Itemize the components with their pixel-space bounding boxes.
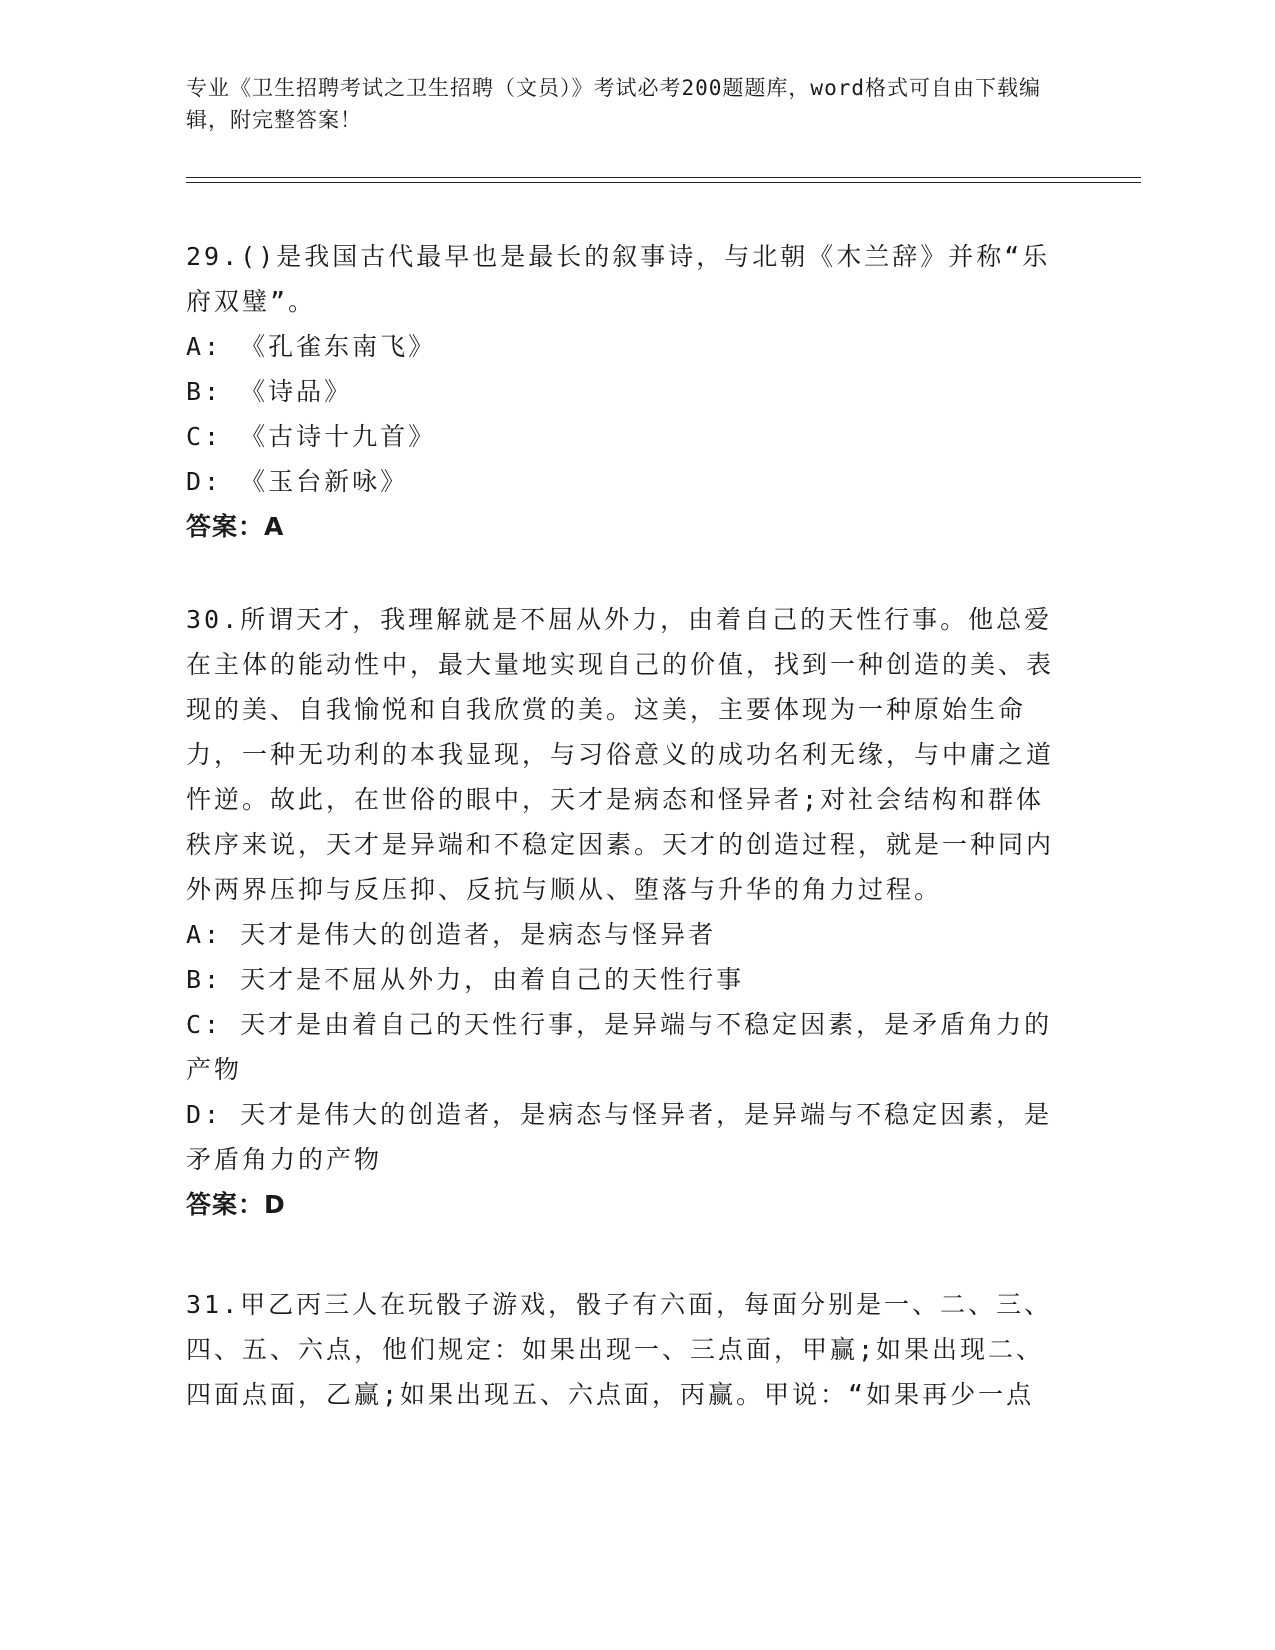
option-a: A: 天才是伟大的创造者，是病态与怪异者 (186, 920, 717, 949)
question-31 (186, 1282, 1066, 1417)
header-divider-bottom (186, 182, 1141, 183)
option-c: C: 《古诗十九首》 (186, 422, 437, 451)
question-stem: 30.所谓天才，我理解就是不屈从外力，由着自己的天性行事。他总爱在主体的能动性中，最大量地实现自己的价值，找到一种创造的美、表现的美、自我愉悦和自我欣赏的美。这美，主要体现为一种原始生命力，一种无功利的本我显现，与习俗意义的成功名利无缘，与中庸之道忤逆。故此，在世俗的眼中，天才是病态和怪异者;对社会结构和群体秩序来说，天才是异端和不稳定因素。天才的创造过程，就是一种同内外两界压抑与反压抑、反抗与顺从、堕落与升华的角力过程。 (186, 605, 1055, 904)
option-b: B: 《诗品》 (186, 377, 353, 406)
question-stem: 31.甲乙丙三人在玩骰子游戏，骰子有六面，每面分别是一、二、三、四、五、六点，他们规定：如果出现一、三点面，甲赢;如果出现二、四面点面，乙赢;如果出现五、六点面，丙赢。甲说：“如果再少一点 (186, 1290, 1053, 1409)
header-title: 专业《卫生招聘考试之卫生招聘（文员）》考试必考200题题库，word格式可自由下载编辑，附完整答案！ (186, 76, 1041, 132)
answer-label: 答案：A (186, 512, 285, 541)
document-header (186, 72, 1066, 136)
option-b: B: 天才是不屈从外力，由着自己的天性行事 (186, 965, 745, 994)
question-stem: 29.()是我国古代最早也是最长的叙事诗，与北朝《木兰辞》并称“乐府双璧”。 (186, 242, 1051, 316)
question-29 (186, 234, 1066, 549)
option-d: D: 天才是伟大的创造者，是病态与怪异者，是异端与不稳定因素，是矛盾角力的产物 (186, 1100, 1053, 1174)
answer-label: 答案：D (186, 1190, 286, 1219)
header-divider-top (186, 177, 1141, 178)
option-d: D: 《玉台新咏》 (186, 467, 409, 496)
question-30 (186, 597, 1066, 1227)
option-a: A: 《孔雀东南飞》 (186, 332, 437, 361)
option-c: C: 天才是由着自己的天性行事，是异端与不稳定因素，是矛盾角力的产物 (186, 1010, 1053, 1084)
